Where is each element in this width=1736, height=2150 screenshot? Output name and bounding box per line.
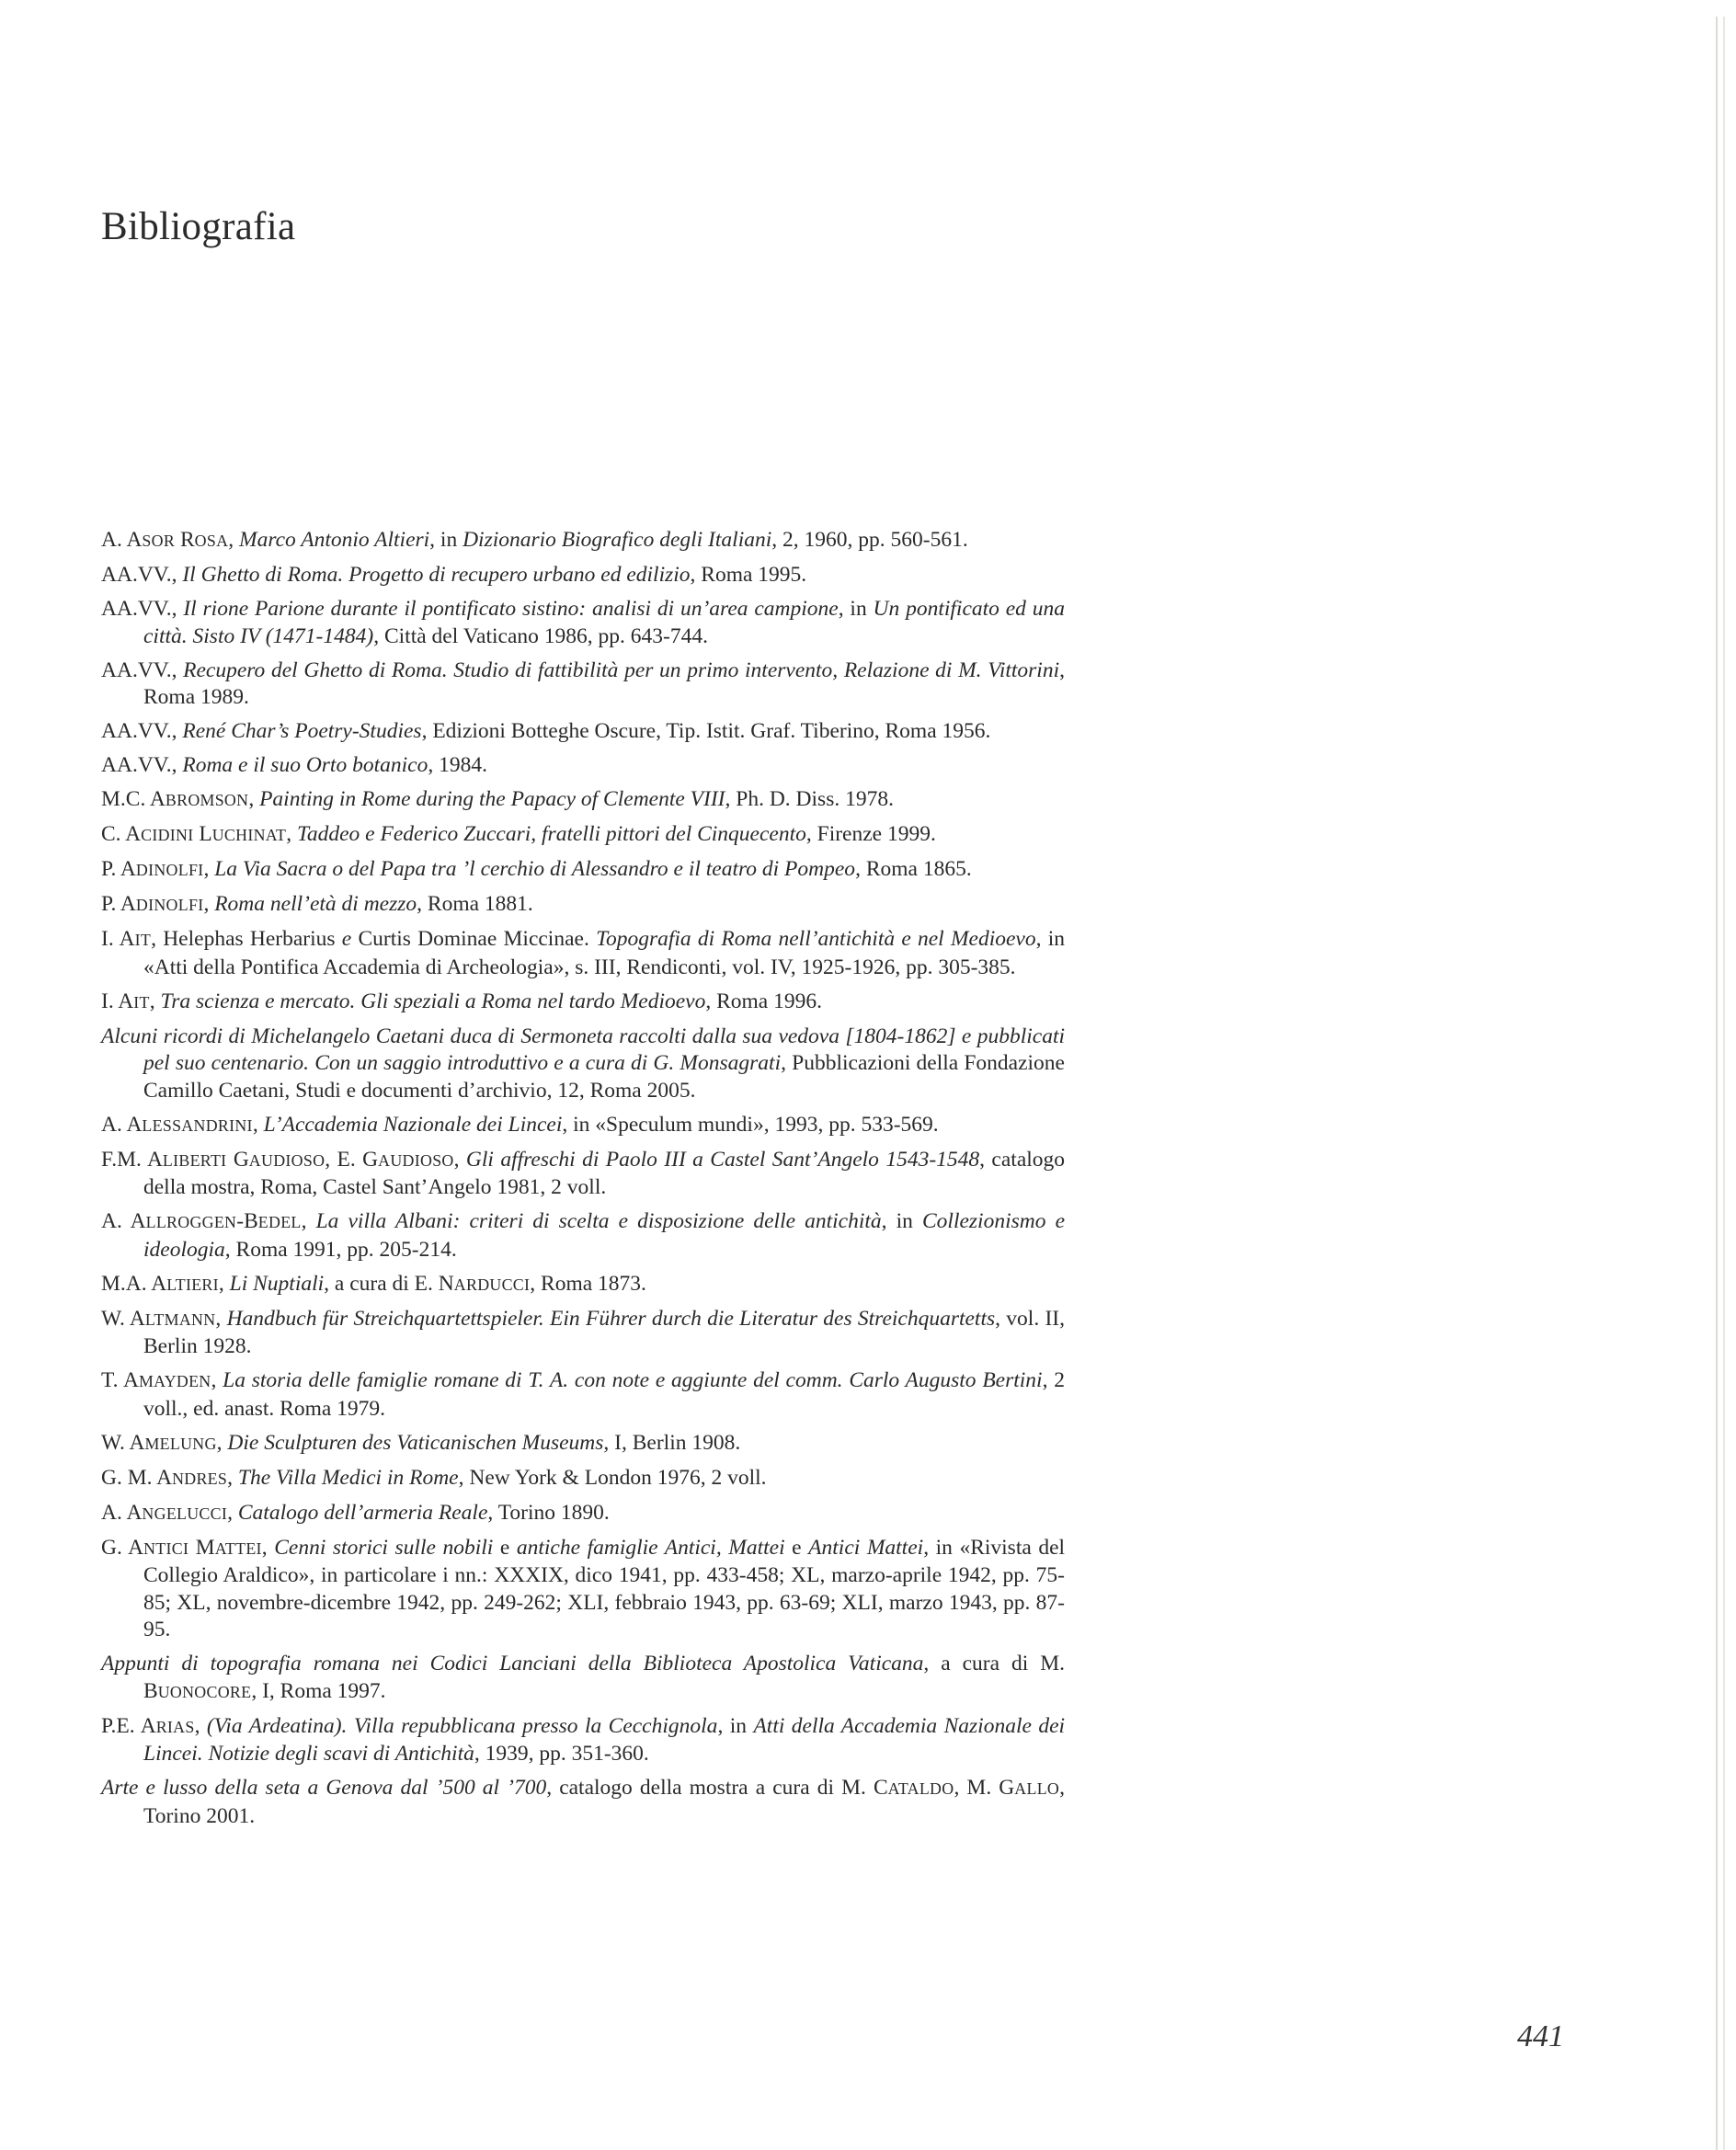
bibliography-entry — [101, 562, 1065, 589]
italic-title: Li Nuptiali — [229, 1271, 325, 1296]
page-edge-line — [1716, 17, 1718, 2150]
entry-text: AA.VV., — [101, 658, 184, 682]
italic-title: Cenni storici sulle nobili — [274, 1535, 494, 1560]
bibliography-entry — [101, 1651, 1065, 1706]
author-name: CATALDO — [873, 1776, 954, 1800]
bibliography-entry — [101, 1465, 1065, 1493]
bibliography-list — [101, 527, 1065, 1837]
italic-title: Collezionismo e ideologia — [143, 1209, 1065, 1262]
entry-text: , in — [881, 1209, 922, 1233]
entry-text: A. — [101, 1209, 131, 1233]
author-name: NARDUCCI — [438, 1271, 531, 1296]
entry-text: I. — [101, 927, 120, 951]
entry-text: , Roma 1881. — [417, 892, 533, 916]
author-name: ANGELUCCI — [126, 1500, 228, 1525]
author-name: ALTMANN — [129, 1306, 216, 1331]
bibliography-entry — [101, 1367, 1065, 1423]
author-name: ACIDINI LUCHINAT — [125, 822, 287, 846]
bibliography-entry — [101, 596, 1065, 650]
author-name: AIT — [119, 927, 152, 951]
entry-text: , — [248, 787, 260, 811]
entry-text: G. — [101, 1535, 129, 1560]
entry-text: , Roma 1865. — [855, 857, 972, 881]
entry-text: Curtis Dominae Miccinae. — [351, 927, 597, 951]
entry-text: , — [216, 1430, 228, 1455]
entry-text: , Pubblicazioni della Fondazione Camillo Caetani, Studi e documenti d’archivio, 12, Roma 2005. — [143, 1051, 1065, 1103]
bibliography-entry — [101, 891, 1065, 920]
author-name: ALESSANDRINI — [126, 1112, 253, 1137]
italic-title: Appunti di topografia romana nei Codici Lanciani della Biblioteca Apostolica Vaticana — [101, 1652, 924, 1675]
page-number: 441 — [1517, 2019, 1564, 2053]
bibliography-entry — [101, 752, 1065, 780]
entry-text: , — [203, 857, 215, 881]
entry-text: , — [227, 1500, 238, 1525]
entry-text: , catalogo della mostra a cura di M. — [546, 1776, 874, 1800]
entry-text: , Roma 1989. — [143, 658, 1065, 709]
entry-text: , I, Berlin 1908. — [603, 1430, 741, 1455]
author-name: ALLROGGEN-BEDEL — [130, 1209, 302, 1233]
author-name: ALTIERI — [151, 1271, 219, 1296]
entry-text: I. — [101, 989, 119, 1013]
bibliography-entry — [101, 1535, 1065, 1644]
italic-title: Atti della Accademia Nazionale dei Lincei. Notizie degli scavi di Antichità — [143, 1713, 1066, 1766]
entry-text: AA.VV., — [101, 597, 184, 621]
entry-text: , Torino 1890. — [487, 1500, 610, 1525]
entry-text: , — [215, 1306, 227, 1331]
bibliography-entry — [101, 1430, 1065, 1458]
entry-text: , a cura di M. — [923, 1652, 1065, 1675]
italic-title: (Via Ardeatina). Villa repubblicana presso la Cecchignola — [206, 1713, 718, 1738]
author-name: ADINOLFI — [120, 857, 204, 881]
entry-text: , catalogo della mostra, Roma, Castel Sant’Angelo 1981, 2 voll. — [143, 1147, 1066, 1199]
author-name: GAUDIOSO — [362, 1147, 454, 1172]
bibliography-entry — [101, 1713, 1065, 1768]
entry-text: , — [453, 1147, 466, 1172]
italic-title: Il rione Parione durante il pontificato sistino: analisi di un’area campione — [183, 597, 839, 621]
italic-title: Antici Mattei — [808, 1535, 924, 1560]
italic-title: L’Accademia Nazionale dei Lincei — [263, 1112, 563, 1137]
entry-text: e — [784, 1535, 809, 1560]
author-name: AMAYDEN — [122, 1368, 211, 1392]
italic-title: Roma nell’età di mezzo — [214, 892, 417, 916]
entry-text: , Torino 2001. — [143, 1776, 1065, 1828]
bibliography-entry — [101, 718, 1065, 746]
entry-text: , — [261, 1535, 275, 1560]
entry-text: , Roma 1995. — [690, 563, 807, 587]
entry-text: , Helephas Herbarius — [151, 927, 342, 951]
italic-title: Arte e lusso della seta a Genova dal ’500 al ’700 — [101, 1776, 547, 1800]
bibliography-entry — [101, 527, 1065, 555]
entry-text: e — [493, 1535, 517, 1560]
entry-text: , Ph. D. Diss. 1978. — [725, 787, 894, 811]
italic-title: La Via Sacra o del Papa tra ’l cerchio di Alessandro e il teatro di Pompeo — [214, 857, 856, 881]
entry-text: , Roma 1996. — [705, 989, 822, 1013]
entry-text: , 2, 1960, pp. 560-561. — [771, 528, 968, 552]
entry-text: , in «Rivista del Collegio Araldico», in particolare i nn.: XXXIX, dico 1941, pp. 433-458; XL, marzo-aprile 1942, pp. 75-85; XL, novembre-dicembre 1942, pp. 249-262; XLI, febbraio 1943, pp. 63-69; XLI, marzo 1943, pp. 87-95. — [143, 1535, 1066, 1641]
bibliography-entry — [101, 1306, 1065, 1361]
italic-title: Il Ghetto di Roma. Progetto di recupero urbano ed edilizio — [182, 563, 691, 587]
entry-text: A. — [101, 528, 127, 552]
entry-text: F.M. — [101, 1147, 147, 1172]
entry-text: , in — [838, 597, 874, 621]
italic-title: Roma e il suo Orto botanico — [182, 753, 428, 777]
entry-text: , — [149, 989, 161, 1013]
entry-text: , — [301, 1209, 316, 1233]
italic-title: Tra scienza e mercato. Gli speziali a Roma nel tardo Medioevo — [160, 989, 706, 1013]
entry-text: P. — [101, 892, 120, 916]
entry-text: , Firenze 1999. — [805, 822, 936, 846]
entry-text: W. — [101, 1430, 130, 1455]
italic-title: Topografia di Roma nell’antichità e nel Medioevo — [596, 927, 1036, 951]
author-name: BUONOCORE — [143, 1678, 252, 1703]
bibliography-entry — [101, 1271, 1065, 1299]
entry-text: M.A. — [101, 1271, 152, 1296]
entry-text: , 1939, pp. 351-360. — [474, 1742, 649, 1766]
italic-title: Recupero del Ghetto di Roma. Studio di fattibilità per un primo intervento, Relazione di M. Vittorini — [183, 658, 1060, 682]
entry-text: , — [252, 1112, 264, 1137]
author-name: AMELUNG — [129, 1430, 217, 1455]
entry-text: , — [218, 1271, 230, 1296]
page-title: Bibliografia — [101, 205, 296, 248]
author-name: GALLO — [999, 1776, 1060, 1800]
entry-text: , — [228, 528, 240, 552]
entry-text: W. — [101, 1306, 130, 1331]
author-name: ANDRES — [156, 1465, 228, 1490]
bibliography-entry — [101, 1112, 1065, 1140]
author-name: ARIAS — [140, 1713, 195, 1738]
entry-text: , in — [717, 1713, 754, 1738]
author-name: ABROMSON — [149, 787, 249, 811]
italic-title: Painting in Rome during the Papacy of Clemente VIII — [259, 787, 725, 811]
entry-text: , Edizioni Botteghe Oscure, Tip. Istit. Graf. Tiberino, Roma 1956. — [421, 719, 991, 743]
entry-text: A. — [101, 1112, 127, 1137]
author-name: ADINOLFI — [120, 892, 204, 916]
entry-text: , in «Speculum mundi», 1993, pp. 533-569. — [562, 1112, 939, 1137]
italic-title: La storia delle famiglie romane di T. A. con note e aggiunte del comm. Carlo Augusto Bertini — [223, 1368, 1043, 1392]
italic-title: Taddeo e Federico Zuccari, fratelli pittori del Cinquecento — [296, 822, 806, 846]
entry-text: , — [203, 892, 215, 916]
bibliography-entry — [101, 658, 1065, 712]
entry-text: , in «Atti della Pontifica Accademia di Archeologia», s. III, Rendiconti, vol. IV, 1925-1926, pp. 305-385. — [143, 927, 1065, 979]
bibliography-entry — [101, 1147, 1065, 1202]
author-name: ASOR ROSA — [126, 528, 229, 552]
italic-title: e — [341, 927, 352, 951]
bibliography-entry — [101, 926, 1065, 981]
author-name: ANTICI MATTEI — [128, 1535, 262, 1560]
italic-title: Catalogo dell’armeria Reale — [237, 1500, 488, 1525]
entry-text: , Roma 1873. — [530, 1271, 646, 1296]
bibliography-entry — [101, 786, 1065, 815]
italic-title: Die Sculpturen des Vaticanischen Museums — [227, 1430, 604, 1455]
entry-text: , 2 voll., ed. anast. Roma 1979. — [143, 1368, 1065, 1421]
bibliography-entry — [101, 989, 1065, 1017]
italic-title: Un pontificato ed una città. Sisto IV (1471-1484) — [143, 597, 1066, 648]
entry-text: , I, Roma 1997. — [251, 1678, 386, 1703]
entry-text: , in — [429, 528, 463, 552]
entry-text: A. — [101, 1500, 127, 1525]
italic-title: The Villa Medici in Rome — [237, 1465, 459, 1490]
entry-text: , vol. II, Berlin 1928. — [143, 1306, 1065, 1358]
italic-title: Handbuch für Streichquartettspieler. Ein Führer durch die Literatur des Streichquartetts — [226, 1306, 996, 1331]
italic-title: Gli affreschi di Paolo III a Castel Sant’Angelo 1543-1548 — [465, 1147, 980, 1172]
entry-text: G. M. — [101, 1465, 157, 1490]
author-name: AIT — [118, 989, 150, 1013]
author-name: ALIBERTI GAUDIOSO — [146, 1147, 326, 1172]
entry-text: , — [286, 822, 297, 846]
entry-text: , — [194, 1713, 207, 1738]
entry-text: AA.VV., — [101, 753, 183, 777]
entry-text: C. — [101, 822, 126, 846]
entry-text: , a cura di E. — [324, 1271, 439, 1296]
entry-text: , Roma 1991, pp. 205-214. — [224, 1237, 457, 1262]
entry-text: , Città del Vaticano 1986, pp. 643-744. — [373, 623, 708, 648]
bibliography-entry — [101, 1024, 1065, 1105]
entry-text: AA.VV., — [101, 563, 183, 587]
bibliography-entry — [101, 856, 1065, 885]
entry-text: , New York & London 1976, 2 voll. — [458, 1465, 767, 1490]
entry-text: , 1984. — [428, 753, 487, 777]
bibliography-entry — [101, 821, 1065, 850]
entry-text: P. — [101, 857, 120, 881]
entry-text: AA.VV., — [101, 719, 183, 743]
page-edge-line — [1723, 17, 1725, 2150]
entry-text: T. — [101, 1368, 123, 1392]
entry-text: M.C. — [101, 787, 150, 811]
entry-text: , — [211, 1368, 223, 1392]
italic-title: René Char’s Poetry-Studies — [182, 719, 422, 743]
entry-text: , E. — [325, 1147, 363, 1172]
italic-title: Dizionario Biografico degli Italiani — [463, 528, 772, 552]
bibliography-entry — [101, 1775, 1065, 1830]
italic-title: Alcuni ricordi di Michelangelo Caetani duca di Sermoneta raccolti dalla sua vedova [1804-1862] e pubblicati pel suo centenario. Con un saggio introduttivo e a cura di G. Monsagrati — [101, 1024, 1065, 1075]
italic-title: La villa Albani: criteri di scelta e disposizione delle antichità — [315, 1209, 882, 1233]
bibliography-entry — [101, 1500, 1065, 1528]
italic-title: antiche famiglie Antici, Mattei — [516, 1535, 785, 1560]
italic-title: Marco Antonio Altieri — [239, 528, 430, 552]
entry-text: , M. — [954, 1776, 999, 1800]
entry-text: P.E. — [101, 1713, 141, 1738]
bibliography-entry — [101, 1208, 1065, 1264]
entry-text: , — [227, 1465, 238, 1490]
